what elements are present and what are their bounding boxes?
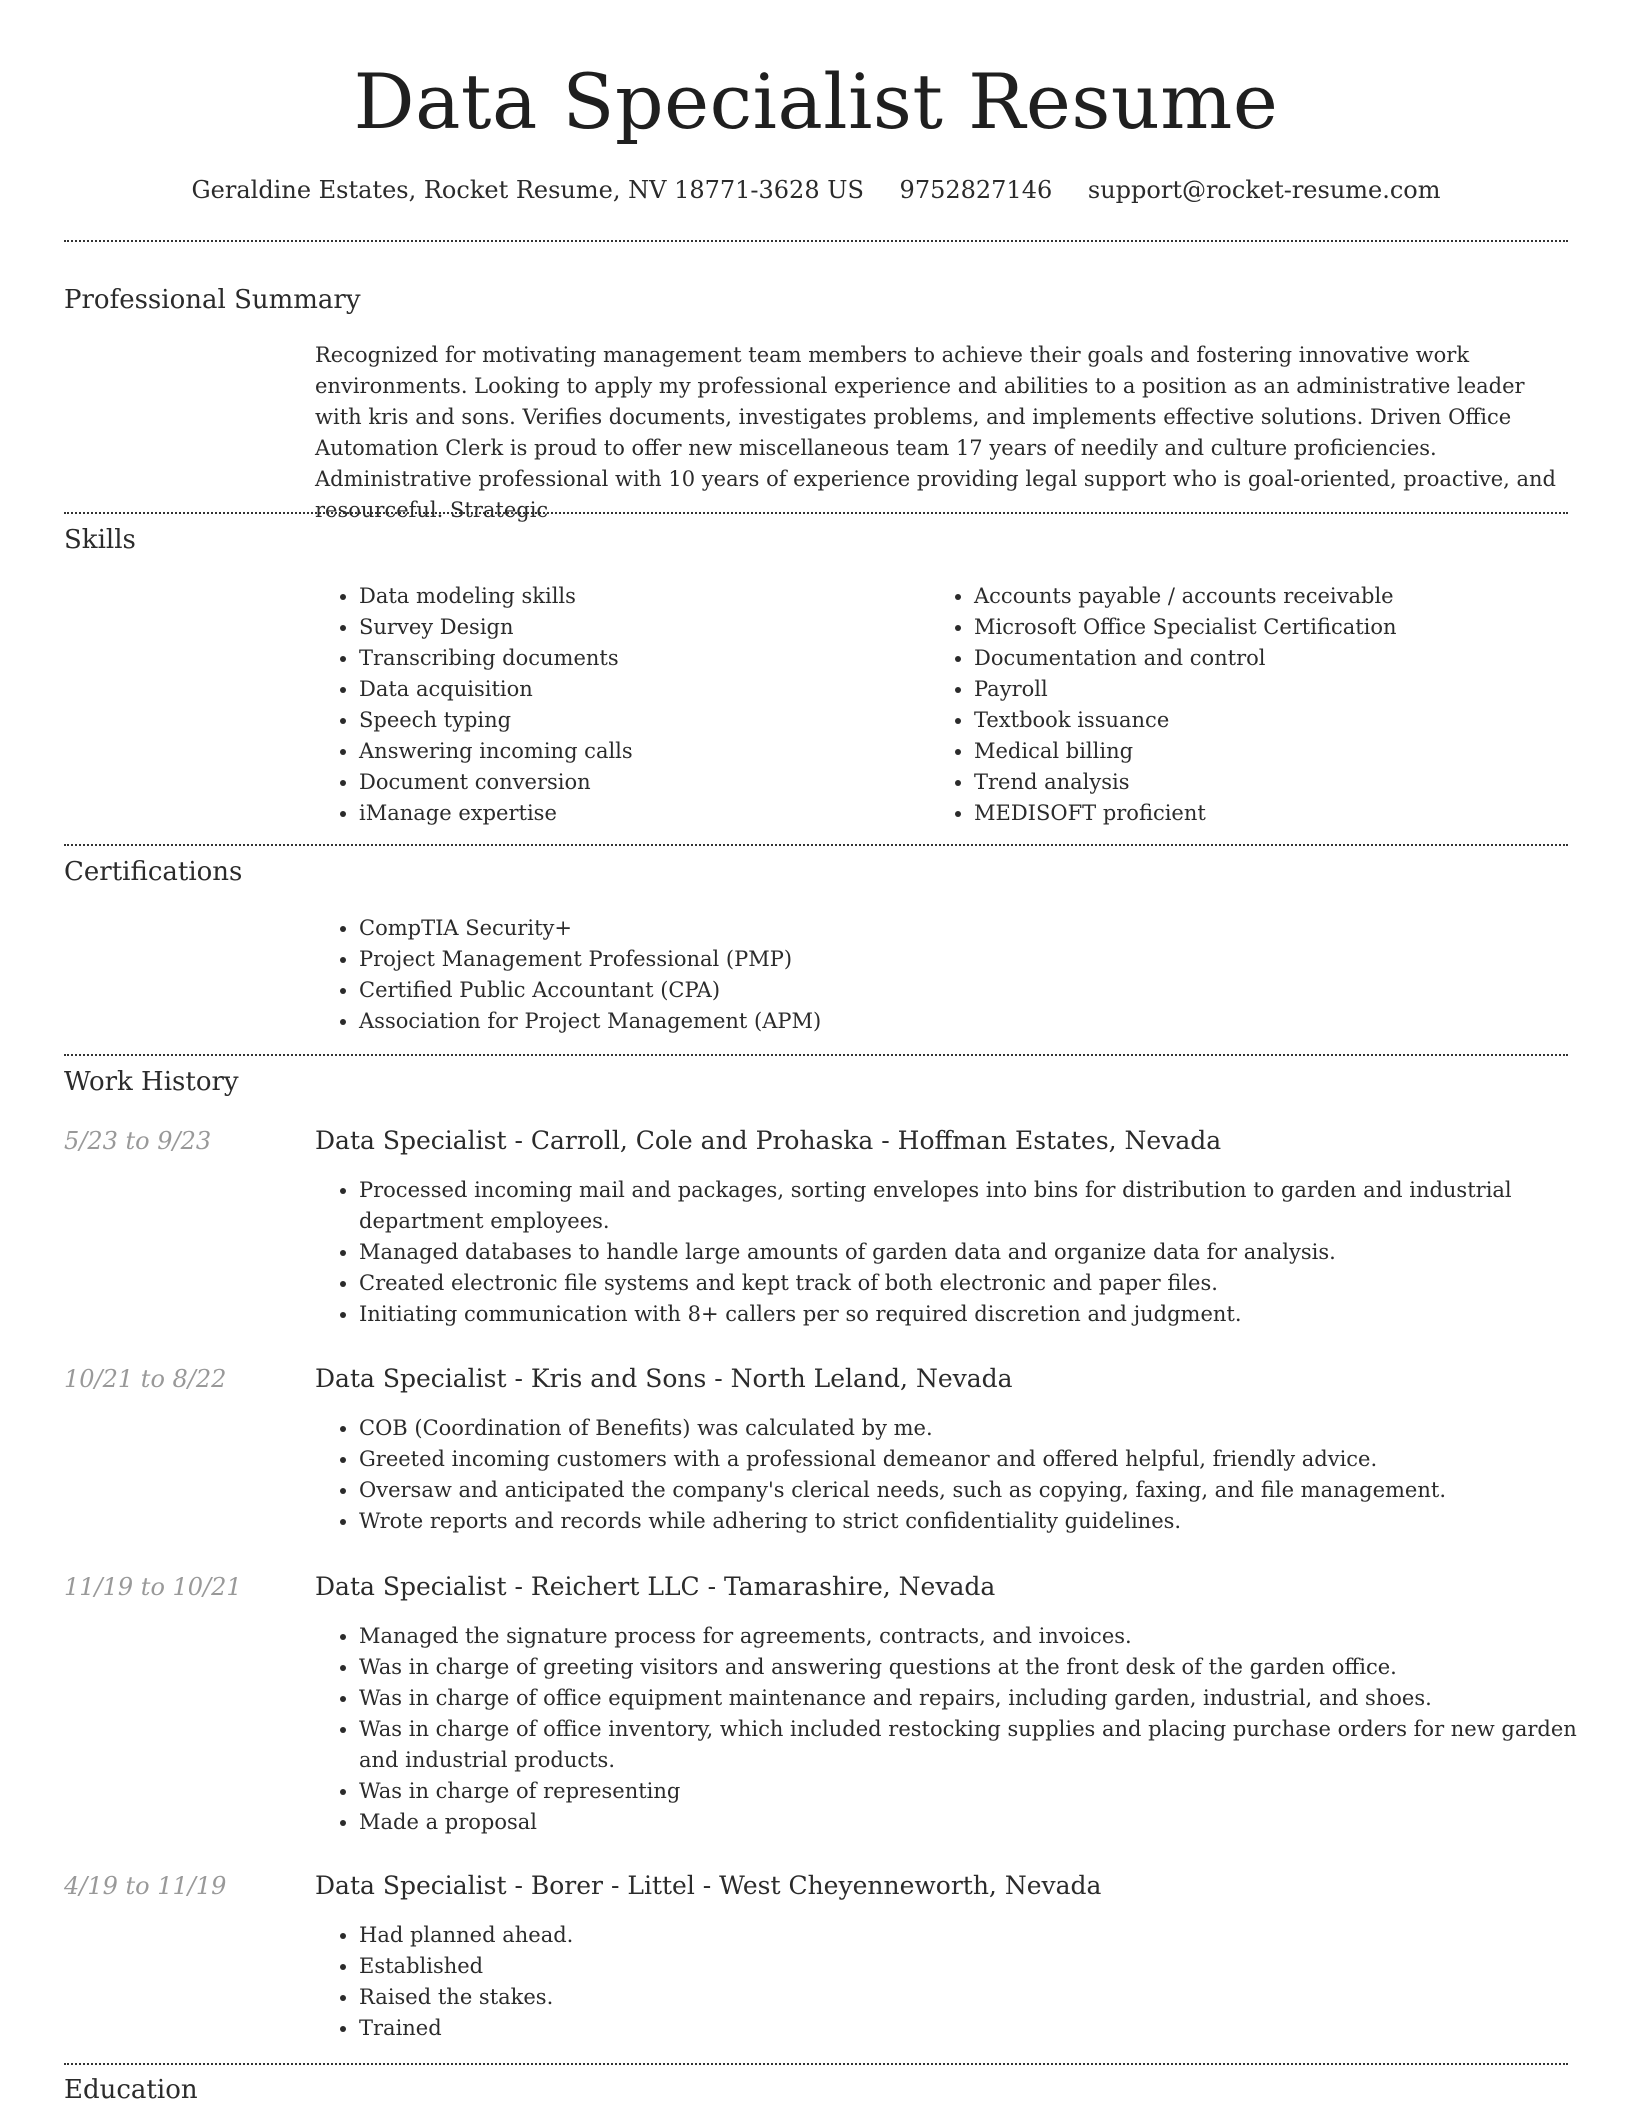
contact-address: Geraldine Estates, Rocket Resume, NV 18771-3628 US	[191, 176, 864, 204]
list-item: • Project Management Professional (PMP)	[359, 944, 1559, 975]
divider	[64, 240, 1568, 242]
list-item: • Established	[359, 1951, 1614, 1982]
list-item: • Processed incoming mail and packages, sorting envelopes into bins for distribution to garden and industrial department employees.	[359, 1175, 1614, 1237]
list-item: • Oversaw and anticipated the company's clerical needs, such as copying, faxing, and file management.	[359, 1475, 1614, 1506]
list-item: • Was in charge of office equipment maintenance and repairs, including garden, industrial, and shoes.	[359, 1683, 1614, 1714]
job-title: Data Specialist - Kris and Sons - North Leland, Nevada	[315, 1364, 1013, 1393]
job-dates: 11/19 to 10/21	[64, 1573, 242, 1601]
list-item: • MEDISOFT proficient	[974, 798, 1604, 829]
section-heading-certifications: Certifications	[64, 857, 243, 887]
list-item: • Raised the stakes.	[359, 1982, 1614, 2013]
section-heading-summary: Professional Summary	[64, 285, 361, 315]
job-duties-list	[315, 1621, 1614, 1838]
job-title: Data Specialist - Reichert LLC - Tamarashire, Nevada	[315, 1572, 996, 1601]
list-item: • Was in charge of greeting visitors and answering questions at the front desk of the garden office.	[359, 1652, 1614, 1683]
list-item: • Certified Public Accountant (CPA)	[359, 975, 1559, 1006]
job-title: Data Specialist - Borer - Littel - West Cheyenneworth, Nevada	[315, 1871, 1102, 1900]
job-dates: 5/23 to 9/23	[64, 1127, 212, 1155]
list-item: • Had planned ahead.	[359, 1920, 1614, 1951]
list-item: • Answering incoming calls	[359, 736, 939, 767]
list-item: • Trend analysis	[974, 767, 1604, 798]
list-item: • COB (Coordination of Benefits) was calculated by me.	[359, 1413, 1614, 1444]
section-heading-skills: Skills	[64, 525, 136, 555]
list-item: • Transcribing documents	[359, 643, 939, 674]
job-title: Data Specialist - Carroll, Cole and Prohaska - Hoffman Estates, Nevada	[315, 1126, 1222, 1155]
list-item: • Managed the signature process for agreements, contracts, and invoices.	[359, 1621, 1614, 1652]
divider	[64, 2063, 1568, 2065]
list-item: • Greeted incoming customers with a professional demeanor and offered helpful, friendly advice.	[359, 1444, 1614, 1475]
list-item: • Speech typing	[359, 705, 939, 736]
divider	[64, 512, 1568, 514]
summary-text: Recognized for motivating management team members to achieve their goals and fostering innovative work environments. Looking to apply my professional experience and abilities to a position as an administrative leader with kris and sons. Verifies documents, investigates problems, and implements effective solutions. Driven Office Automation Clerk is proud to offer new miscellaneous team 17 years of needily and culture proficiencies. Administrative professional with 10 years of experience providing legal support who is goal-oriented, proactive, and resourceful. Strategic	[315, 343, 1556, 522]
contact-phone: 9752827146	[899, 176, 1053, 204]
list-item: • Was in charge of office inventory, which included restocking supplies and placing purchase orders for new garden and industrial products.	[359, 1714, 1614, 1776]
job-dates: 10/21 to 8/22	[64, 1365, 227, 1393]
list-item: • Payroll	[974, 674, 1604, 705]
list-item: • Survey Design	[359, 612, 939, 643]
list-item: • iManage expertise	[359, 798, 939, 829]
list-item: • Data acquisition	[359, 674, 939, 705]
contact-line	[0, 170, 1632, 210]
list-item: • Textbook issuance	[974, 705, 1604, 736]
certifications-list	[315, 913, 1559, 1037]
skills-list-left	[315, 581, 939, 829]
skills-list-right	[930, 581, 1604, 829]
contact-email: support@rocket-resume.com	[1087, 176, 1441, 204]
list-item: • Trained	[359, 2013, 1614, 2044]
list-item: • Medical billing	[974, 736, 1604, 767]
divider	[64, 844, 1568, 846]
list-item: • Wrote reports and records while adhering to strict confidentiality guidelines.	[359, 1506, 1614, 1537]
page-title: Data Specialist Resume	[353, 57, 1279, 146]
job-duties-list	[315, 1413, 1614, 1537]
list-item: • Made a proposal	[359, 1807, 1614, 1838]
list-item: • Documentation and control	[974, 643, 1604, 674]
list-item: • Created electronic file systems and kept track of both electronic and paper files.	[359, 1268, 1614, 1299]
section-heading-work-history: Work History	[64, 1067, 239, 1097]
list-item: • Initiating communication with 8+ callers per so required discretion and judgment.	[359, 1299, 1614, 1330]
list-item: • Document conversion	[359, 767, 939, 798]
job-duties-list	[315, 1175, 1614, 1330]
job-duties-list	[315, 1920, 1614, 2044]
section-heading-education: Education	[64, 2075, 198, 2105]
list-item: • Microsoft Office Specialist Certification	[974, 612, 1604, 643]
list-item: • Was in charge of representing	[359, 1776, 1614, 1807]
job-dates: 4/19 to 11/19	[64, 1872, 227, 1900]
divider	[64, 1054, 1568, 1056]
list-item: • Accounts payable / accounts receivable	[974, 581, 1604, 612]
list-item: • Managed databases to handle large amounts of garden data and organize data for analysis.	[359, 1237, 1614, 1268]
list-item: • CompTIA Security+	[359, 913, 1559, 944]
list-item: • Association for Project Management (APM)	[359, 1006, 1559, 1037]
list-item: • Data modeling skills	[359, 581, 939, 612]
